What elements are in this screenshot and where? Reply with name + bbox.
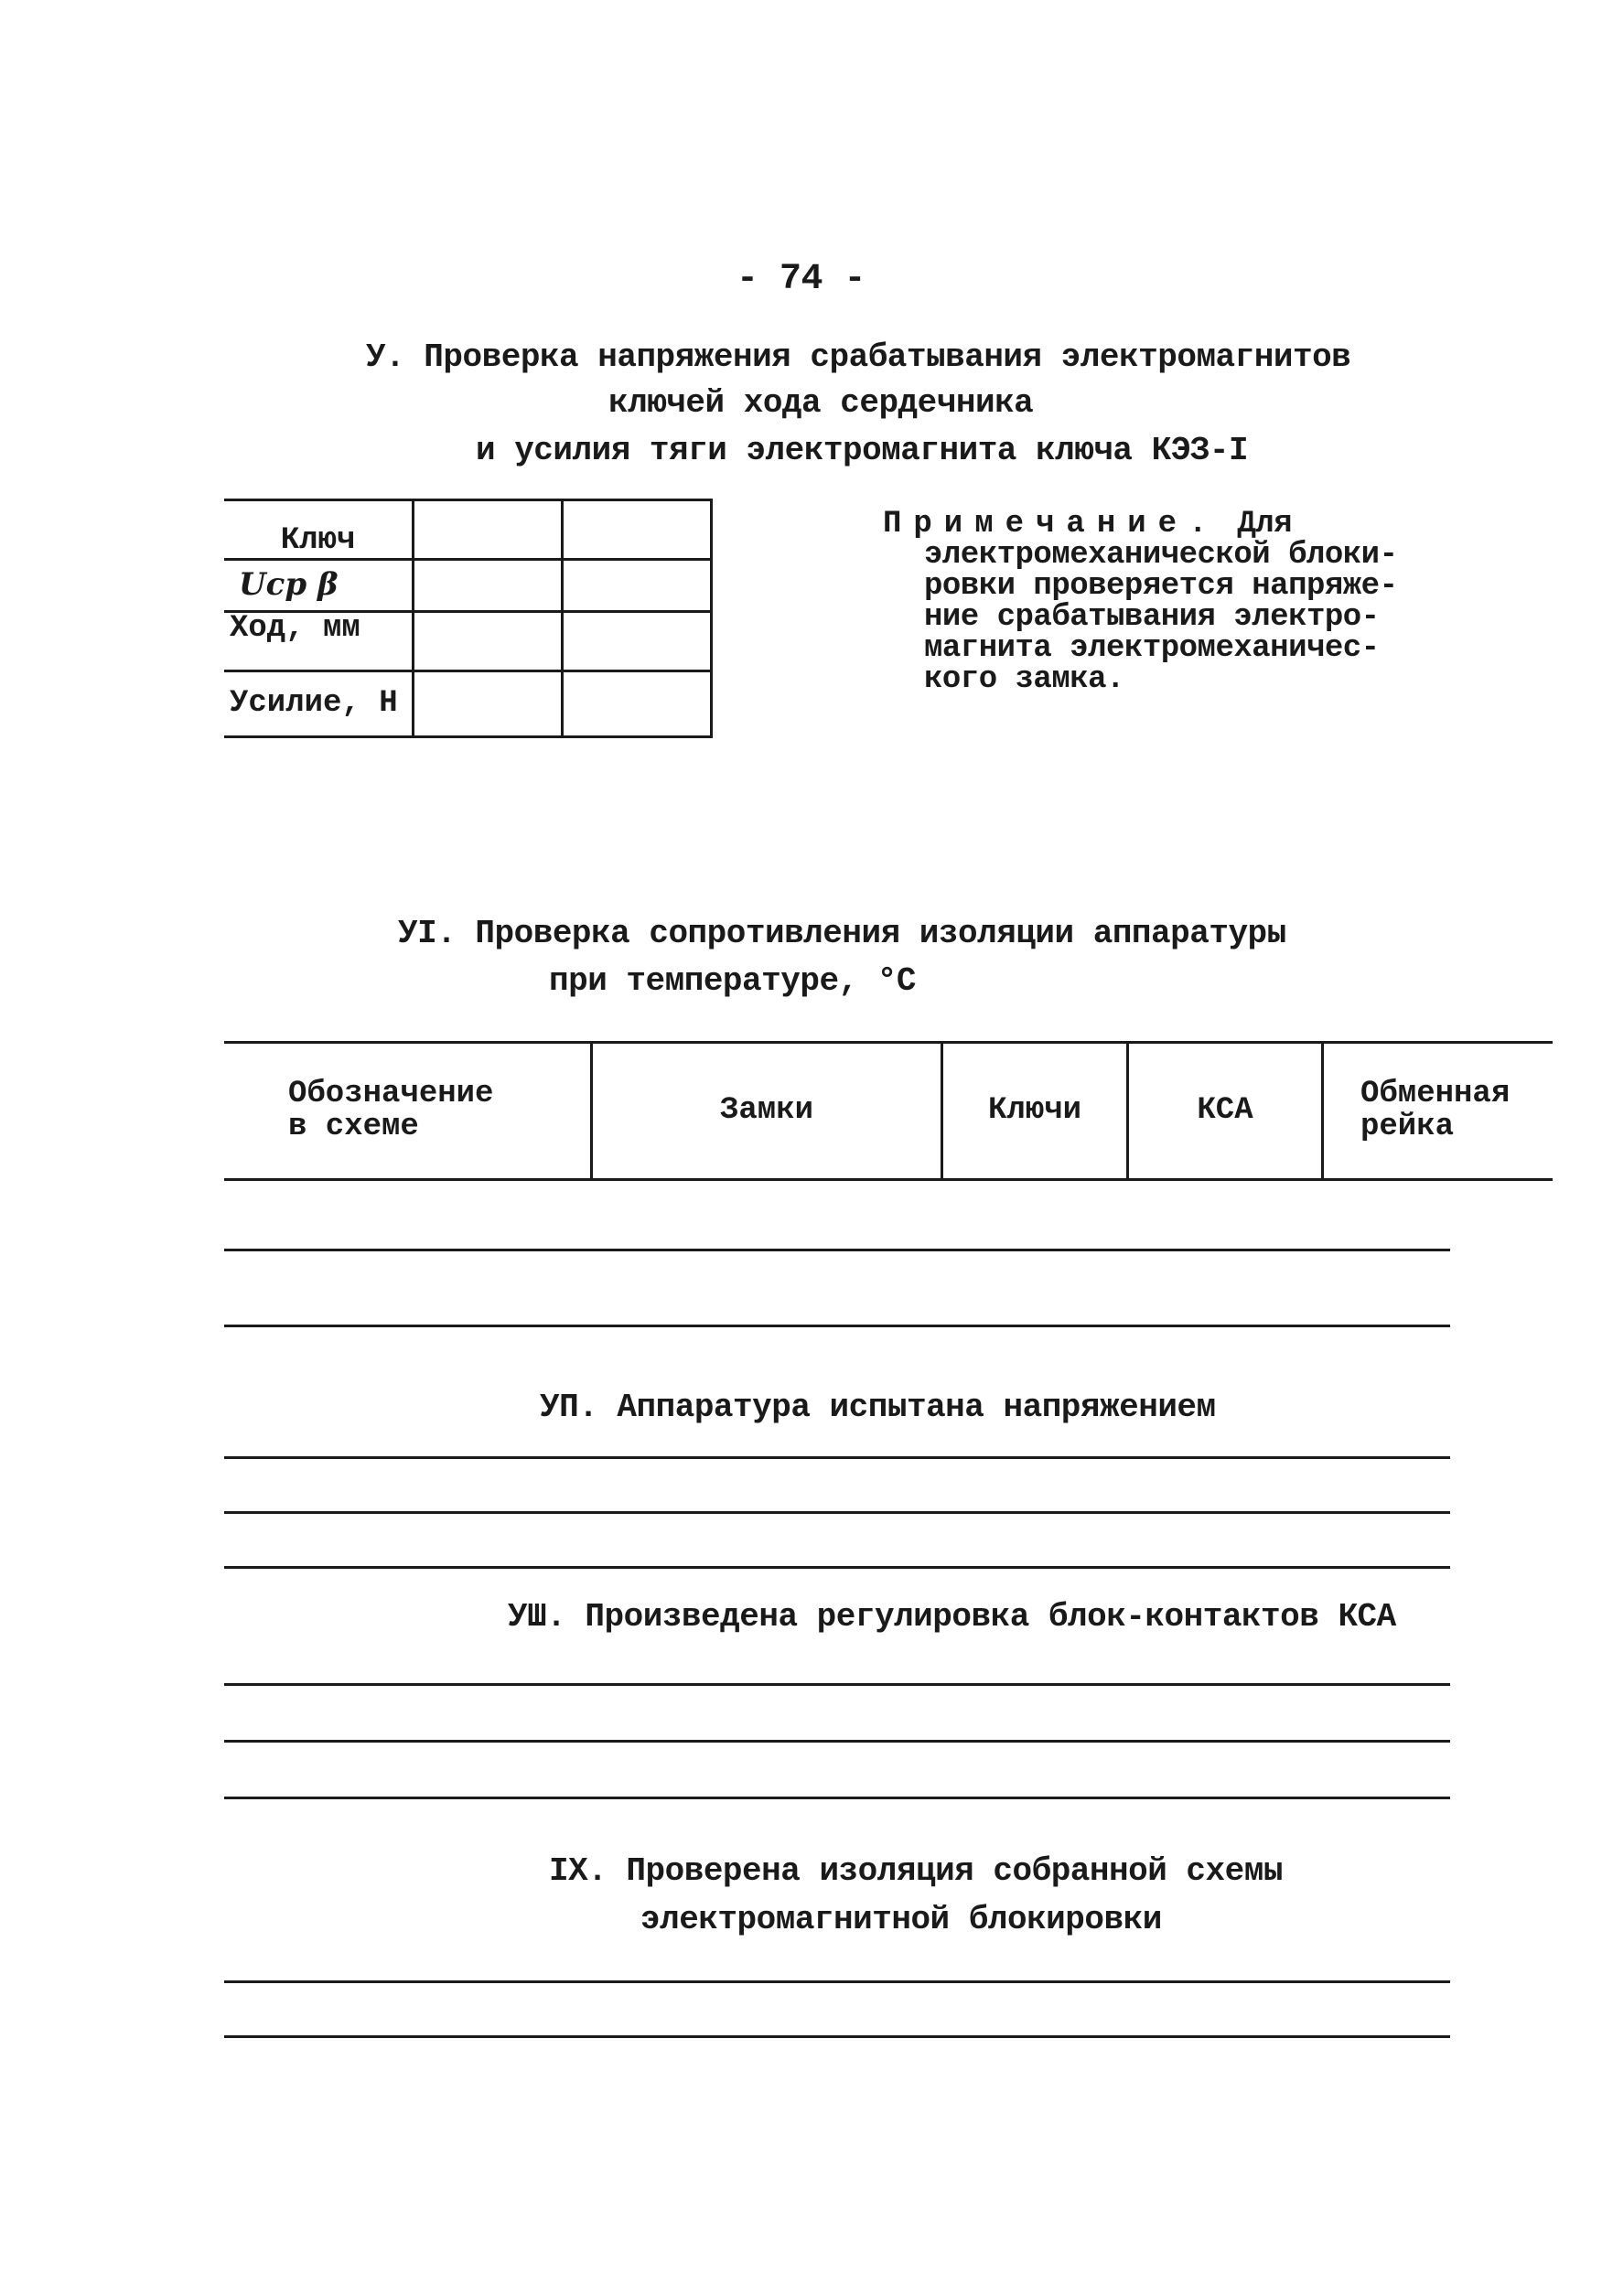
section6-title-line1: УI. Проверка сопротивления изоляции аппаратуры xyxy=(398,915,1286,952)
note-block xyxy=(883,509,1432,695)
table-cell xyxy=(414,560,563,612)
table-cell xyxy=(414,500,563,560)
column-header-locks: Замки xyxy=(592,1043,942,1180)
fill-line xyxy=(224,1683,1450,1686)
fill-line xyxy=(224,1797,1450,1799)
note-heading: Примечание. xyxy=(883,507,1220,542)
fill-line xyxy=(224,1566,1450,1569)
section8-title: УШ. Произведена регулировка блок-контактов КСА xyxy=(508,1598,1396,1636)
note-line: ровки проверяется напряже- xyxy=(924,569,1398,604)
column-header-exchange-rail: Обменная рейка xyxy=(1323,1043,1554,1180)
note-first-word: Для xyxy=(1237,507,1293,542)
fill-line xyxy=(224,1456,1450,1459)
note-line: магнита электромеханичес- xyxy=(924,631,1380,666)
section9-title-line1: IX. Проверена изоляция собранной схемы xyxy=(549,1852,1283,1890)
note-line: ние срабатывания электро- xyxy=(924,600,1380,635)
section6-title-line2: при температуре, °С xyxy=(549,962,916,1000)
fill-line xyxy=(224,1511,1450,1514)
table-cell xyxy=(414,612,563,671)
column-header-designation: Обозначение в схеме xyxy=(224,1043,592,1180)
table-row-label-force: Усилие, Н xyxy=(224,671,414,737)
note-line: электромеханической блоки- xyxy=(924,538,1398,573)
table-cell xyxy=(563,612,712,671)
section5-title-line3: и усилия тяги электромагнита ключа КЭЗ-I xyxy=(476,432,1249,469)
column-header-ksa: КСА xyxy=(1128,1043,1323,1180)
section9-title-line2: электромагнитной блокировки xyxy=(640,1901,1162,1938)
column-header-keys: Ключи xyxy=(942,1043,1128,1180)
table-row-label-stroke: Ход, мм xyxy=(224,612,414,671)
fill-line xyxy=(224,1740,1450,1743)
table-row-label-ucp: Ucp β xyxy=(224,560,414,612)
table-cell xyxy=(563,500,712,560)
table-cell xyxy=(563,671,712,737)
section5-title-line1: У. Проверка напряжения срабатывания электромагнитов xyxy=(366,338,1351,376)
table-row-label-key: Ключ xyxy=(224,500,414,560)
fill-line xyxy=(224,1980,1450,1983)
fill-line xyxy=(224,2035,1450,2038)
fill-line xyxy=(224,1249,1450,1251)
table-cell xyxy=(563,560,712,612)
section5-title-line2: ключей хода сердечника xyxy=(608,384,1034,422)
note-line: кого замка. xyxy=(924,662,1124,697)
section6-table xyxy=(224,1041,1553,1181)
section5-table xyxy=(224,499,713,738)
table-cell xyxy=(414,671,563,737)
note-body xyxy=(883,540,1432,695)
section7-title: УП. Аппаратура испытана напряжением xyxy=(540,1389,1216,1426)
page-number: - 74 - xyxy=(736,259,866,300)
fill-line xyxy=(224,1325,1450,1327)
